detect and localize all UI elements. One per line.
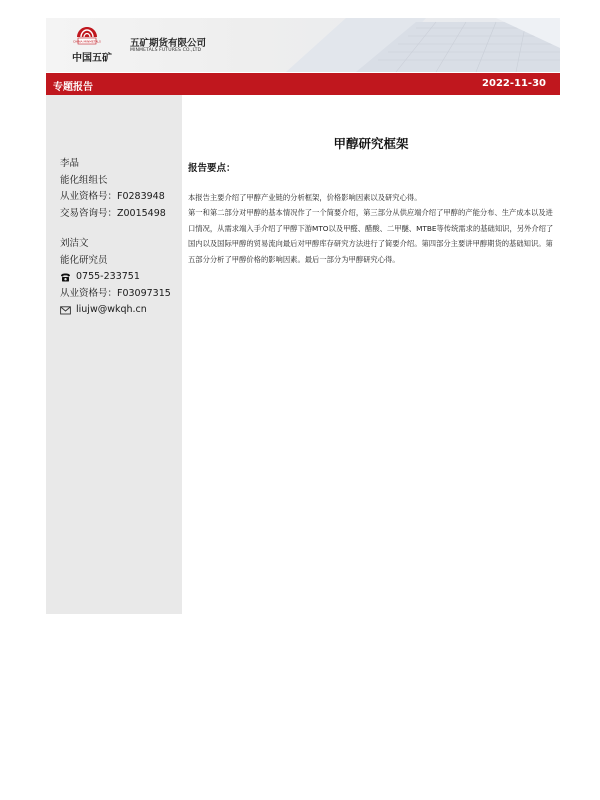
author-card [60,156,166,222]
author-consult-number: 交易咨询号：Z0015498 [60,207,166,219]
report-header [46,18,560,72]
summary-paragraph: 本报告主要介绍了甲醇产业链的分析框架，价格影响因素以及研究心得。 [188,193,422,202]
report-type-bar [46,73,560,95]
china-minmetals-emblem-icon [73,26,101,48]
company-name-cn: 五矿期货有限公司 [130,38,207,49]
author-qualification: 从业资格号：F0283948 [60,191,165,203]
author-email-address[interactable]: liujw@wkqh.cn [76,304,147,316]
author-sidebar [46,95,182,614]
mail-icon [60,306,71,315]
author-role: 能化研究员 [60,254,108,266]
report-type-label: 专题报告 [53,82,93,93]
author-name: 李晶 [60,158,80,169]
author-email[interactable] [60,302,171,319]
author-name: 刘洁文 [60,238,89,249]
author-card [60,236,171,319]
author-phone [60,269,171,286]
summary-paragraph: 第一和第二部分对甲醇的基本情况作了一个简要介绍，第三部分从供应端介绍了甲醇的产能分布、生产成本以及进口情况，从需求端入手介绍了甲醇下游MTO以及甲醛、醋酸、二甲醚、MTBE等传统需求的基础知识，另外介绍了国内以及国际甲醇的贸易流向最后对甲醇库存研究方法进行了简要介绍。第四部分主要讲甲醇期货的基础知识。第五部分分析了甲醇价格的影响因素。最后一部分为甲醇研究心得。 [188,208,554,264]
summary-heading: 报告要点： [188,163,236,174]
author-role: 能化组组长 [60,174,108,186]
building-graphic [286,18,560,72]
author-phone-number: 0755-233751 [76,271,140,283]
company-name-en: MINMETALS FUTURES CO.,LTD [130,48,202,53]
logo-wordmark: 中国五矿 [72,53,112,64]
report-date: 2022-11-30 [482,78,546,89]
phone-icon [60,273,71,282]
emblem-text: CHINA MINMETALS [73,39,101,44]
author-qualification: 从业资格号：F03097315 [60,287,171,299]
summary-body [188,190,555,267]
report-title: 甲醇研究框架 [333,136,409,151]
